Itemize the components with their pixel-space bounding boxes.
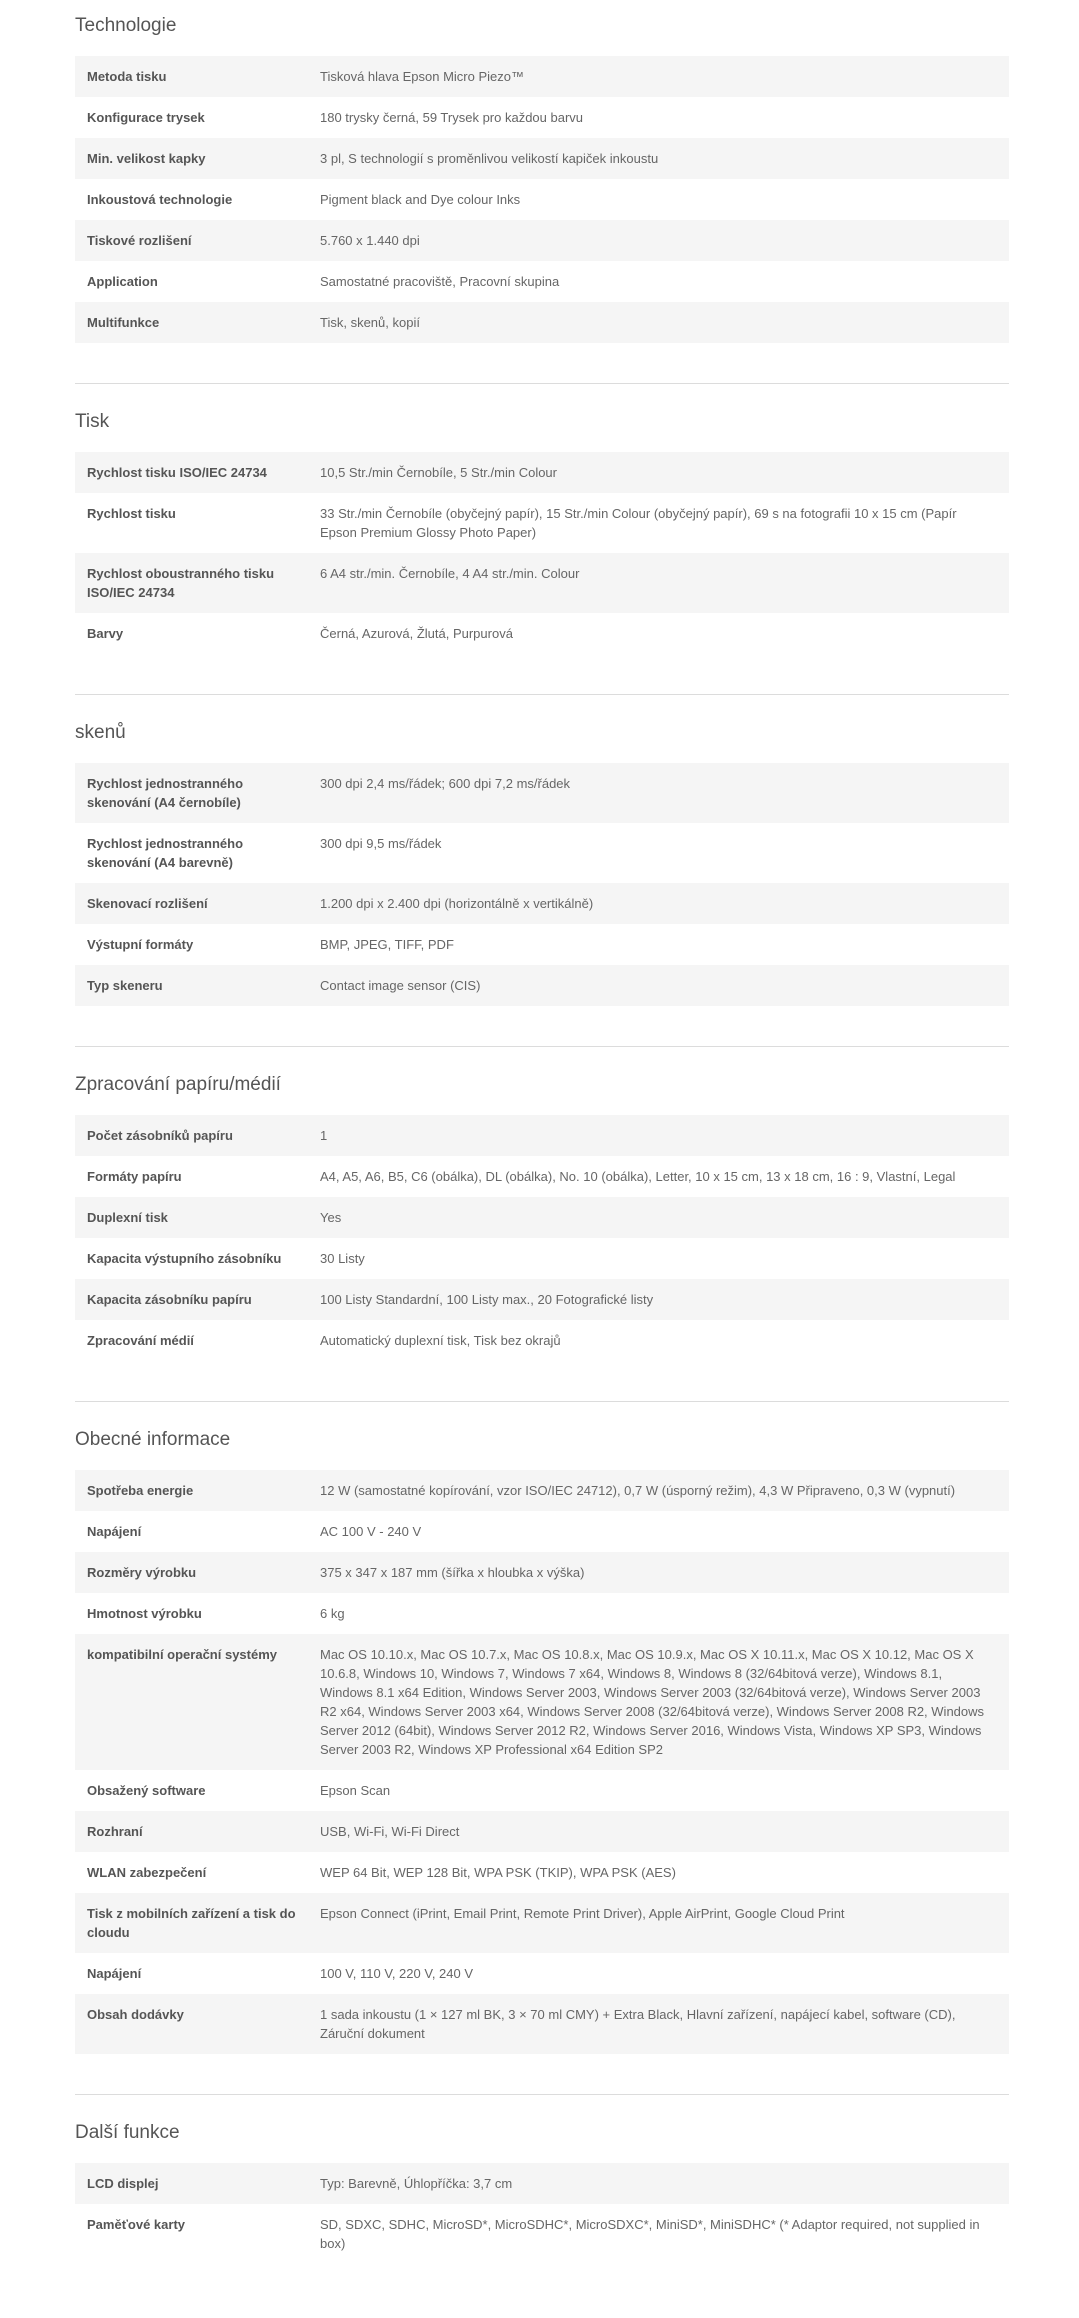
spec-value: 3 pl, S technologií s proměnlivou velikostí kapiček inkoustu	[320, 151, 659, 166]
spec-table	[75, 763, 1009, 1006]
spec-row	[75, 553, 1009, 613]
spec-label: Barvy	[87, 626, 124, 641]
spec-value: Automatický duplexní tisk, Tisk bez okrajů	[320, 1333, 561, 1348]
spec-value: 300 dpi 9,5 ms/řádek	[320, 836, 442, 851]
spec-value: 30 Listy	[320, 1251, 365, 1266]
spec-label: Duplexní tisk	[87, 1210, 168, 1225]
spec-table	[75, 2163, 1009, 2264]
spec-label: Rychlost tisku	[87, 506, 176, 521]
spec-value: 5.760 x 1.440 dpi	[320, 233, 420, 248]
spec-value: USB, Wi-Fi, Wi-Fi Direct	[320, 1824, 460, 1839]
spec-value: Samostatné pracoviště, Pracovní skupina	[320, 274, 560, 289]
spec-label: Spotřeba energie	[87, 1483, 194, 1498]
spec-label: Hmotnost výrobku	[87, 1606, 202, 1621]
spec-row	[75, 97, 1009, 138]
spec-section	[75, 2094, 1009, 2264]
spec-row	[75, 452, 1009, 493]
spec-table	[75, 1115, 1009, 1361]
spec-row	[75, 1197, 1009, 1238]
section-title: Tisk	[75, 411, 110, 432]
spec-label: Skenovací rozlišení	[87, 896, 208, 911]
spec-value: 1	[320, 1128, 328, 1143]
spec-label: Tiskové rozlišení	[87, 233, 192, 248]
spec-value: 6 kg	[320, 1606, 345, 1621]
spec-row	[75, 613, 1009, 654]
spec-section	[75, 1401, 1009, 2054]
spec-label: Metoda tisku	[87, 69, 167, 84]
spec-label: Rychlost jednostranného skenování (A4 barevně)	[87, 836, 244, 870]
spec-value: 33 Str./min Černobíle (obyčejný papír), 15 Str./min Colour (obyčejný papír), 69 s na fotografii 10 x 15 cm (Papír Epson Premium Glossy Photo Paper)	[320, 506, 957, 540]
spec-value: Contact image sensor (CIS)	[320, 978, 481, 993]
spec-label: Kapacita zásobníku papíru	[87, 1292, 252, 1307]
spec-label: Obsažený software	[87, 1783, 206, 1798]
spec-value: Epson Connect (iPrint, Email Print, Remote Print Driver), Apple AirPrint, Google Cloud Print	[320, 1906, 845, 1921]
spec-label: Rychlost jednostranného skenování (A4 černobíle)	[87, 776, 244, 810]
spec-section	[75, 1046, 1009, 1361]
spec-label: Rychlost oboustranného tisku ISO/IEC 24734	[87, 566, 275, 600]
spec-row	[75, 493, 1009, 553]
spec-label: Kapacita výstupního zásobníku	[87, 1251, 282, 1266]
spec-label: WLAN zabezpečení	[87, 1865, 207, 1880]
spec-value: Pigment black and Dye colour Inks	[320, 192, 521, 207]
section-title: skenů	[75, 722, 126, 743]
spec-label: Rychlost tisku ISO/IEC 24734	[87, 465, 267, 480]
spec-value: SD, SDXC, SDHC, MicroSD*, MicroSDHC*, MicroSDXC*, MiniSD*, MiniSDHC* (* Adaptor required, not supplied in box)	[320, 2217, 980, 2251]
spec-value: 375 x 347 x 187 mm (šířka x hloubka x výška)	[320, 1565, 585, 1580]
spec-row	[75, 1811, 1009, 1852]
spec-row	[75, 1470, 1009, 1511]
spec-value: 100 Listy Standardní, 100 Listy max., 20 Fotografické listy	[320, 1292, 654, 1307]
spec-label: Typ skeneru	[87, 978, 163, 993]
spec-label: Konfigurace trysek	[87, 110, 205, 125]
spec-section	[75, 383, 1009, 654]
spec-row	[75, 138, 1009, 179]
spec-row	[75, 1511, 1009, 1552]
spec-row	[75, 1279, 1009, 1320]
spec-row	[75, 220, 1009, 261]
spec-row	[75, 1238, 1009, 1279]
spec-label: LCD displej	[87, 2176, 159, 2191]
section-title: Další funkce	[75, 2122, 180, 2143]
section-title: Zpracování papíru/médií	[75, 1074, 281, 1095]
spec-label: Výstupní formáty	[87, 937, 194, 952]
spec-value: 180 trysky černá, 59 Trysek pro každou barvu	[320, 110, 584, 125]
spec-row	[75, 261, 1009, 302]
spec-row	[75, 2163, 1009, 2204]
spec-value: Černá, Azurová, Žlutá, Purpurová	[320, 626, 513, 641]
spec-value: 1 sada inkoustu (1 × 127 ml BK, 3 × 70 ml CMY) + Extra Black, Hlavní zařízení, napájecí kabel, software (CD), Záruční dokument	[320, 2007, 956, 2041]
spec-value: WEP 64 Bit, WEP 128 Bit, WPA PSK (TKIP), WPA PSK (AES)	[320, 1865, 676, 1880]
spec-row	[75, 1156, 1009, 1197]
spec-label: Napájení	[87, 1524, 142, 1539]
spec-value: 100 V, 110 V, 220 V, 240 V	[320, 1966, 474, 1981]
spec-value: Yes	[320, 1210, 342, 1225]
spec-row	[75, 763, 1009, 823]
spec-row	[75, 1593, 1009, 1634]
spec-value: 10,5 Str./min Černobíle, 5 Str./min Colour	[320, 465, 557, 480]
spec-value: Tisk, skenů, kopií	[320, 315, 420, 330]
spec-row	[75, 1953, 1009, 1994]
spec-label: Napájení	[87, 1966, 142, 1981]
spec-row	[75, 1994, 1009, 2054]
spec-row	[75, 1852, 1009, 1893]
spec-label: Paměťové karty	[87, 2217, 186, 2232]
spec-row	[75, 883, 1009, 924]
spec-value: 300 dpi 2,4 ms/řádek; 600 dpi 7,2 ms/řádek	[320, 776, 571, 791]
spec-row	[75, 1770, 1009, 1811]
spec-value: BMP, JPEG, TIFF, PDF	[320, 937, 454, 952]
spec-label: Rozměry výrobku	[87, 1565, 197, 1580]
spec-row	[75, 1115, 1009, 1156]
spec-label: Application	[87, 274, 158, 289]
spec-value: Mac OS 10.10.x, Mac OS 10.7.x, Mac OS 10.8.x, Mac OS 10.9.x, Mac OS X 10.11.x, Mac OS X 10.12, Mac OS X 10.6.8, Windows 10, Windows 7, Windows 7 x64, Windows 8, Windows 8 (32/64bitová verze), Windows 8.1, Windows 8.1 x64 Edition, Windows Server 2003, Windows Server 2003 (32/64bitová verze), Windows Server 2003 R2 x64, Windows Server 2003 x64, Windows Server 2008 (32/64bitová verze), Windows Server 2008 R2, Windows Server 2012 (64bit), Windows Server 2012 R2, Windows Server 2016, Windows Vista, Windows XP SP3, Windows Server 2003 R2, Windows XP Professional x64 Edition SP2	[320, 1647, 985, 1757]
spec-label: kompatibilní operační systémy	[87, 1647, 278, 1662]
spec-row	[75, 1893, 1009, 1953]
spec-row	[75, 1634, 1009, 1770]
spec-label: Inkoustová technologie	[87, 192, 233, 207]
spec-label: Min. velikost kapky	[87, 151, 206, 166]
spec-label: Zpracování médií	[87, 1333, 194, 1348]
spec-value: Epson Scan	[320, 1783, 391, 1798]
spec-value: Tisková hlava Epson Micro Piezo™	[320, 69, 524, 84]
spec-label: Formáty papíru	[87, 1169, 182, 1184]
spec-label: Multifunkce	[87, 315, 160, 330]
section-title: Obecné informace	[75, 1429, 231, 1450]
spec-label: Obsah dodávky	[87, 2007, 184, 2022]
spec-row	[75, 965, 1009, 1006]
spec-row	[75, 302, 1009, 343]
spec-value: 1.200 dpi x 2.400 dpi (horizontálně x vertikálně)	[320, 896, 594, 911]
spec-value: 12 W (samostatné kopírování, vzor ISO/IEC 24712), 0,7 W (úsporný režim), 4,3 W Připraveno, 0,3 W (vypnutí)	[320, 1483, 956, 1498]
spec-value: A4, A5, A6, B5, C6 (obálka), DL (obálka), No. 10 (obálka), Letter, 10 x 15 cm, 13 x 18 cm, 16 : 9, Vlastní, Legal	[320, 1169, 956, 1184]
spec-table	[75, 56, 1009, 343]
spec-row	[75, 823, 1009, 883]
section-title: Technologie	[75, 15, 177, 36]
spec-row	[75, 1320, 1009, 1361]
spec-value: 6 A4 str./min. Černobíle, 4 A4 str./min. Colour	[320, 566, 580, 581]
spec-value: AC 100 V - 240 V	[320, 1524, 422, 1539]
spec-value: Typ: Barevně, Úhlopříčka: 3,7 cm	[320, 2176, 513, 2191]
spec-row	[75, 179, 1009, 220]
spec-section	[75, 12, 1009, 343]
spec-row	[75, 1552, 1009, 1593]
spec-label: Počet zásobníků papíru	[87, 1128, 233, 1143]
spec-row	[75, 2204, 1009, 2264]
spec-label: Rozhraní	[87, 1824, 143, 1839]
spec-section	[75, 694, 1009, 1006]
spec-table	[75, 1470, 1009, 2054]
spec-row	[75, 924, 1009, 965]
spec-row	[75, 56, 1009, 97]
spec-table	[75, 452, 1009, 654]
spec-label: Tisk z mobilních zařízení a tisk do cloudu	[87, 1906, 296, 1940]
